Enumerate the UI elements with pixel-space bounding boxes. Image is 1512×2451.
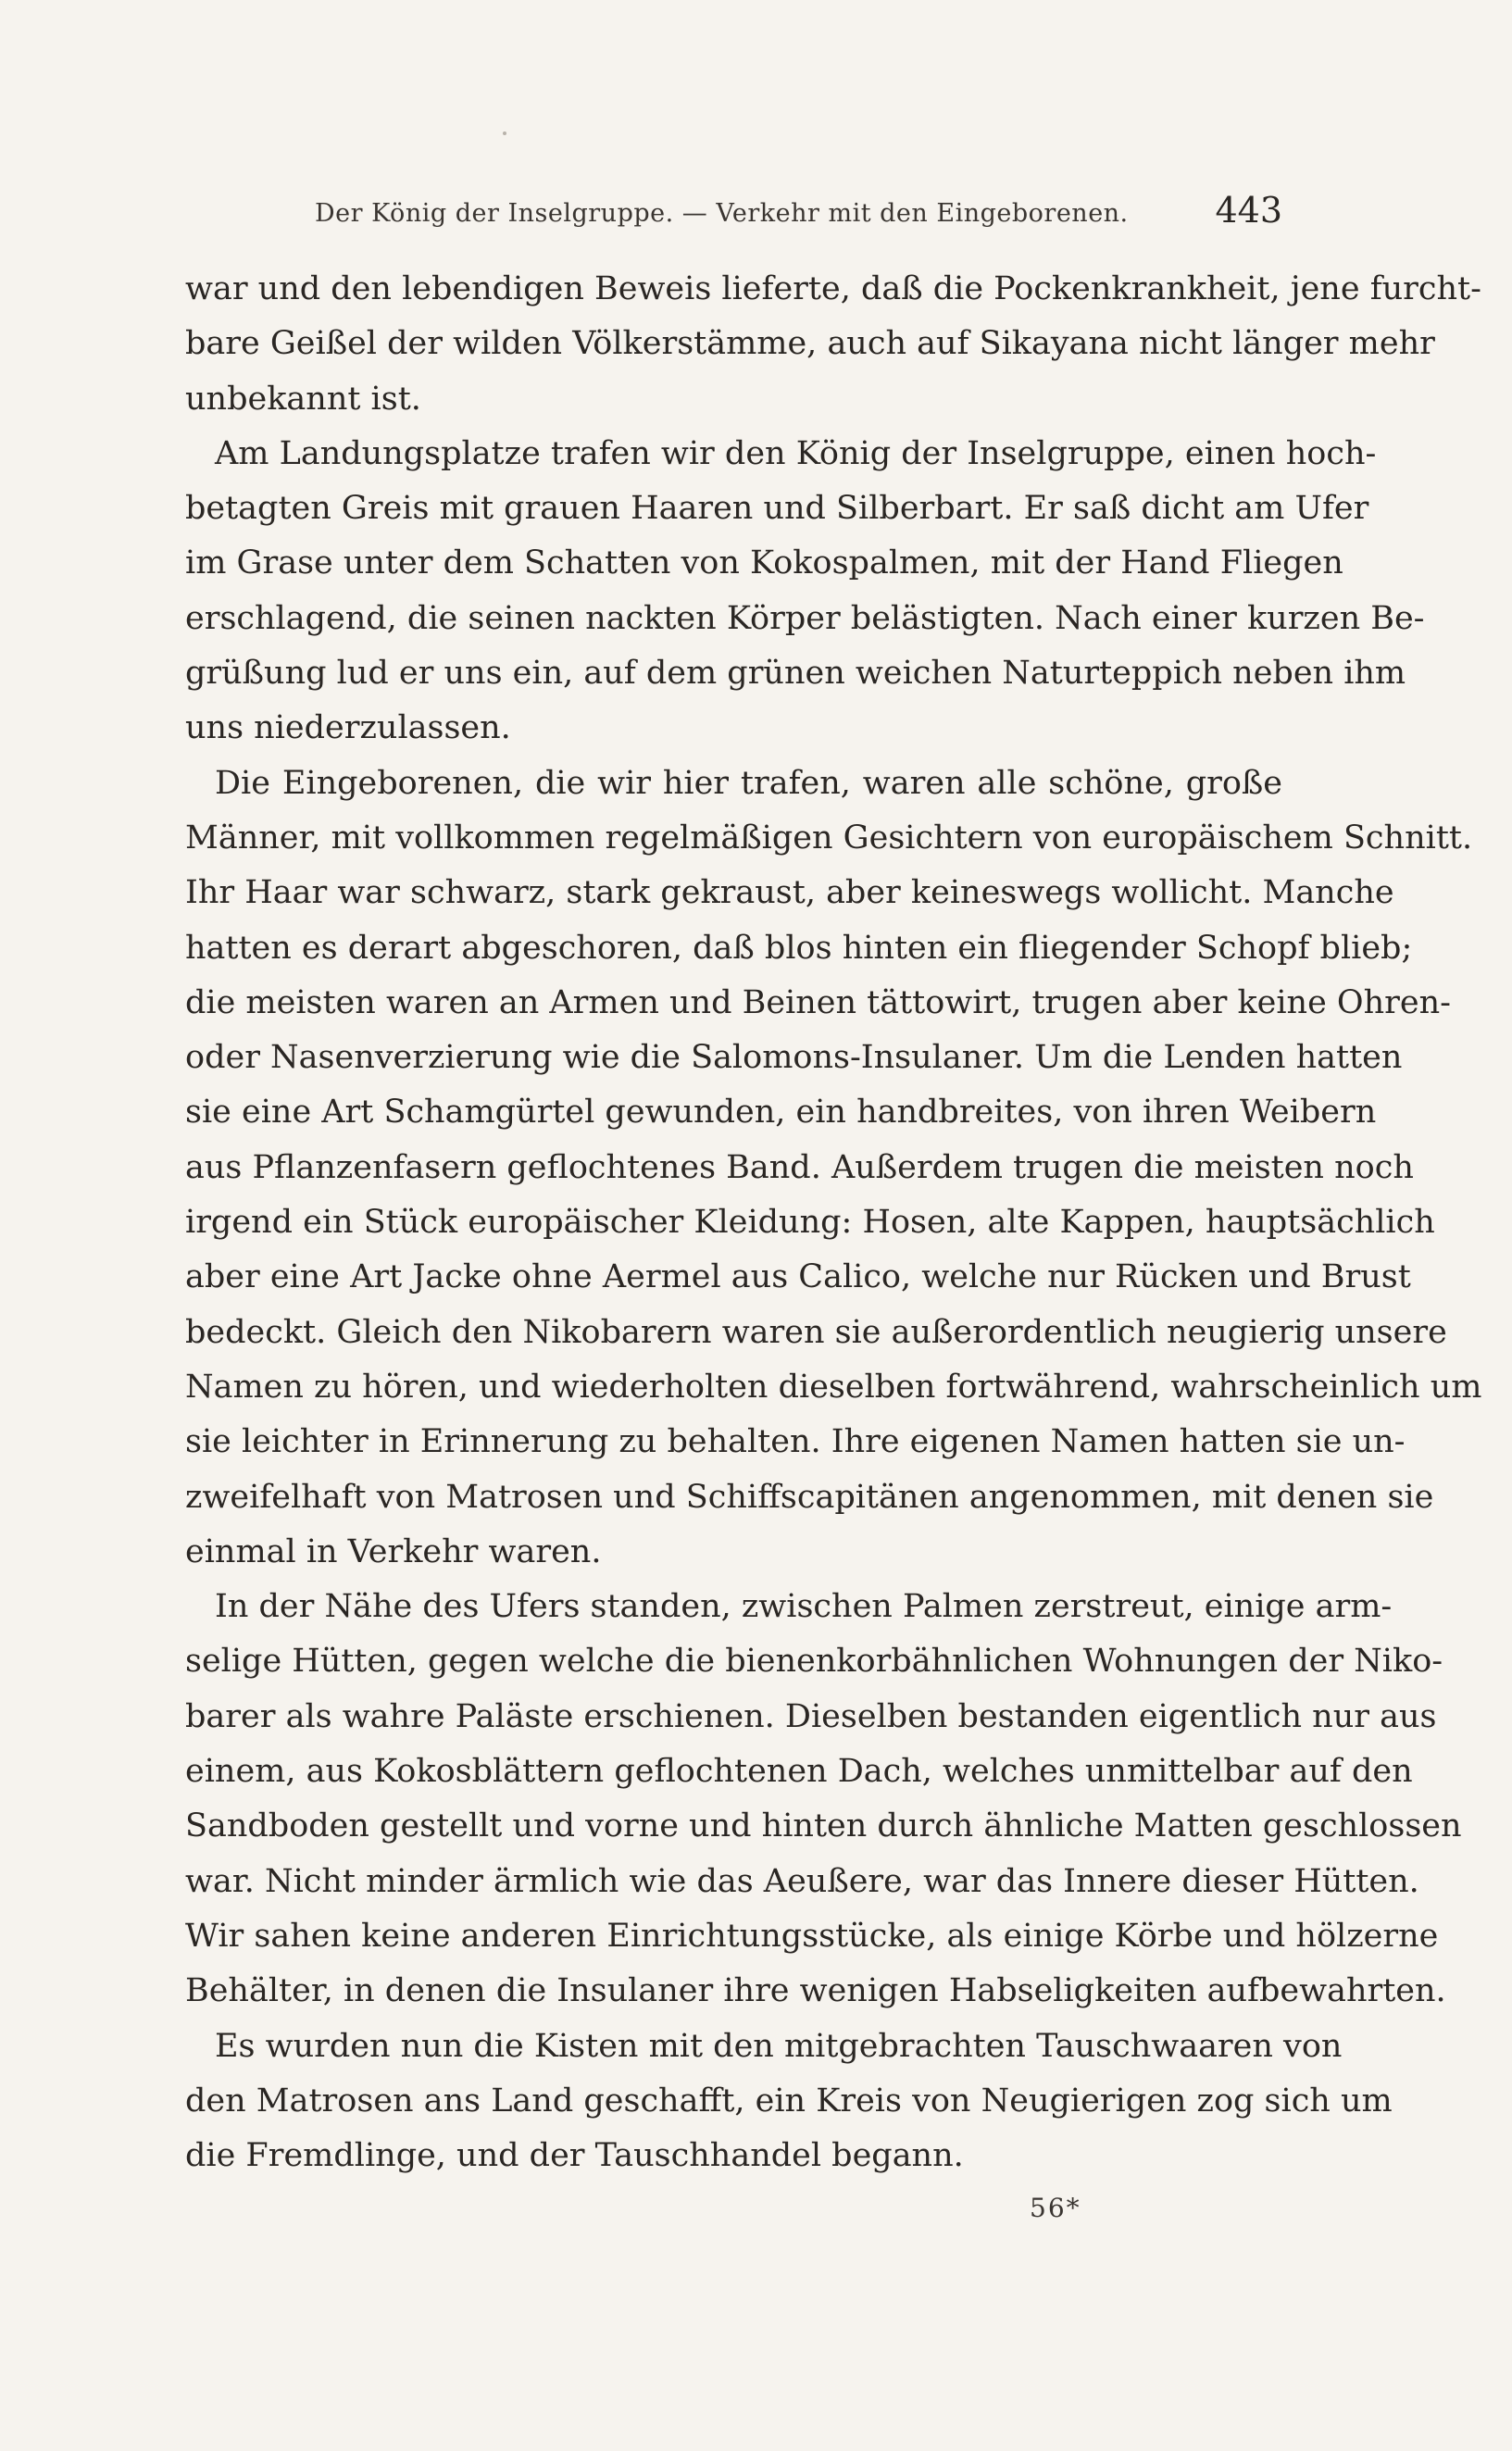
text-line: betagten Greis mit grauen Haaren und Silberbart. Er saß dicht am Ufer	[185, 490, 1369, 528]
text-line: Namen zu hören, und wiederholten dieselben fortwährend, wahrscheinlich um	[185, 1368, 1482, 1406]
page-number: 443	[1215, 190, 1282, 231]
paper-speck	[503, 131, 506, 135]
text-line: barer als wahre Paläste erschienen. Dieselben bestanden eigentlich nur aus	[185, 1697, 1437, 1735]
paragraph	[185, 1580, 1462, 2019]
text-line: Behälter, in denen die Insulaner ihre wenigen Habseligkeiten aufbewahrten.	[185, 1972, 1446, 2010]
text-line: die meisten waren an Armen und Beinen tättowirt, trugen aber keine Ohren-	[185, 983, 1451, 1021]
text-line: aus Pflanzenfasern geflochtenes Band. Außerdem trugen die meisten noch	[185, 1148, 1414, 1186]
text-line: einem, aus Kokosblättern geflochtenen Dach, welches unmittelbar auf den	[185, 1753, 1413, 1791]
paragraph	[185, 2020, 1393, 2184]
text-line: war. Nicht minder ärmlich wie das Aeußere, war das Innere dieser Hütten.	[185, 1862, 1419, 1900]
text-line: Wir sahen keine anderen Einrichtungsstücke, als einige Körbe und hölzerne	[185, 1917, 1439, 1955]
text-line: uns niederzulassen.	[185, 709, 511, 747]
body-text	[185, 262, 1482, 2183]
text-line: oder Nasenverzierung wie die Salomons-Insulaner. Um die Lenden hatten	[185, 1039, 1403, 1077]
text-line: grüßung lud er uns ein, auf dem grünen weichen Naturteppich neben ihm	[185, 655, 1406, 693]
text-line: die Fremdlinge, und der Tauschhandel begann.	[185, 2137, 964, 2175]
text-line: sie eine Art Schamgürtel gewunden, ein handbreites, von ihren Weibern	[185, 1094, 1377, 1132]
text-line: irgend ein Stück europäischer Kleidung: Hosen, alte Kappen, hauptsächlich	[185, 1204, 1435, 1242]
text-line: bedeckt. Gleich den Nikobarern waren sie außerordentlich neugierig unsere	[185, 1313, 1447, 1351]
text-line: erschlagend, die seinen nackten Körper belästigten. Nach einer kurzen Be-	[185, 599, 1425, 637]
text-line: Es wurden nun die Kisten mit den mitgebrachten Tauschwaaren von	[215, 2027, 1343, 2065]
text-line: Ihr Haar war schwarz, stark gekraust, aber keineswegs wollicht. Manche	[185, 874, 1394, 912]
text-line: war und den lebendigen Beweis lieferte, daß die Pockenkrankheit, jene furcht-	[185, 270, 1481, 307]
paragraph	[185, 262, 1481, 427]
text-line: Sandboden gestellt und vorne und hinten durch ähnliche Matten geschlossen	[185, 1807, 1462, 1845]
text-line: bare Geißel der wilden Völkerstämme, auch auf Sikayana nicht länger mehr	[185, 325, 1435, 363]
text-line: Die Eingeborenen, die wir hier trafen, waren alle schöne, große	[215, 764, 1282, 802]
text-line: aber eine Art Jacke ohne Aermel aus Calico, welche nur Rücken und Brust	[185, 1258, 1411, 1296]
text-line: Männer, mit vollkommen regelmäßigen Gesichtern von europäischem Schnitt.	[185, 819, 1473, 857]
page-header	[315, 190, 1282, 245]
paragraph	[185, 427, 1425, 757]
text-line: unbekannt ist.	[185, 380, 421, 418]
text-line: hatten es derart abgeschoren, daß blos hinten ein fliegender Schopf blieb;	[185, 929, 1413, 967]
paragraph	[185, 757, 1482, 1580]
text-line: zweifelhaft von Matrosen und Schiffscapitänen angenommen, mit denen sie	[185, 1478, 1434, 1516]
text-line: im Grase unter dem Schatten von Kokospalmen, mit der Hand Fliegen	[185, 544, 1343, 582]
text-line: den Matrosen ans Land geschafft, ein Kreis von Neugierigen zog sich um	[185, 2082, 1393, 2120]
signature-mark: 56*	[1030, 2193, 1081, 2223]
text-line: einmal in Verkehr waren.	[185, 1532, 602, 1570]
text-line: In der Nähe des Ufers standen, zwischen Palmen zerstreut, einige arm-	[215, 1588, 1393, 1626]
text-line: selige Hütten, gegen welche die bienenkorbähnlichen Wohnungen der Niko-	[185, 1643, 1443, 1681]
text-line: Am Landungsplatze trafen wir den König der Inselgruppe, einen hoch-	[215, 434, 1377, 472]
text-line: sie leichter in Erinnerung zu behalten. Ihre eigenen Namen hatten sie un-	[185, 1423, 1406, 1461]
running-head: Der König der Inselgruppe. — Verkehr mit den Eingeborenen.	[315, 199, 1129, 228]
